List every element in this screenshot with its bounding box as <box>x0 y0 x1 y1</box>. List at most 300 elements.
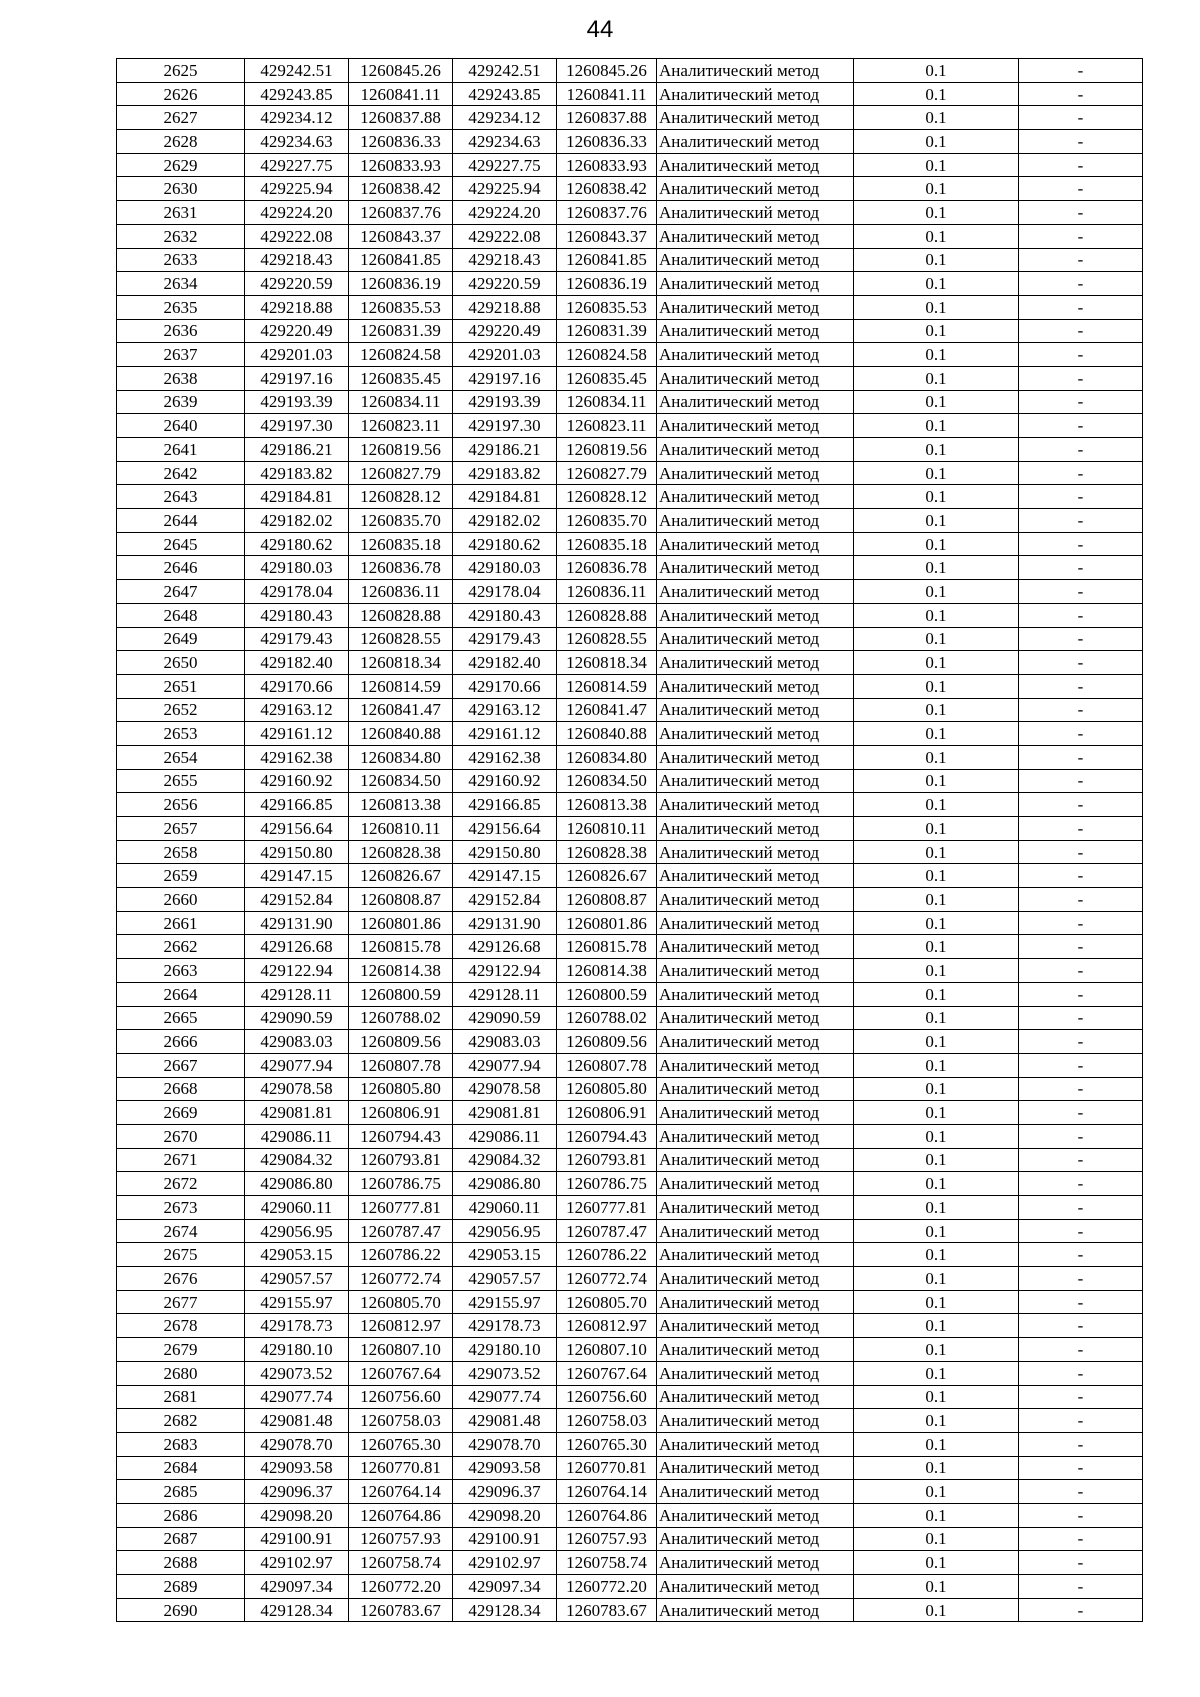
x-coordinate-cell: 429096.37 <box>453 1480 557 1504</box>
x-coordinate-cell: 429220.49 <box>245 319 349 343</box>
accuracy-cell: 0.1 <box>854 1456 1019 1480</box>
y-coordinate-cell: 1260819.56 <box>557 438 657 462</box>
table-row <box>117 295 1143 319</box>
point-number-cell: 2672 <box>117 1172 245 1196</box>
y-coordinate-cell: 1260845.26 <box>349 59 453 83</box>
accuracy-cell: 0.1 <box>854 1101 1019 1125</box>
description-cell: - <box>1019 627 1143 651</box>
y-coordinate-cell: 1260841.11 <box>349 82 453 106</box>
table-row <box>117 1598 1143 1622</box>
x-coordinate-cell: 429220.49 <box>453 319 557 343</box>
y-coordinate-cell: 1260814.59 <box>557 674 657 698</box>
point-number-cell: 2628 <box>117 130 245 154</box>
table-row <box>117 461 1143 485</box>
description-cell: - <box>1019 603 1143 627</box>
x-coordinate-cell: 429180.43 <box>453 603 557 627</box>
y-coordinate-cell: 1260772.20 <box>349 1575 453 1599</box>
y-coordinate-cell: 1260756.60 <box>349 1385 453 1409</box>
point-number-cell: 2689 <box>117 1575 245 1599</box>
description-cell: - <box>1019 485 1143 509</box>
x-coordinate-cell: 429182.40 <box>453 651 557 675</box>
accuracy-cell: 0.1 <box>854 295 1019 319</box>
y-coordinate-cell: 1260812.97 <box>557 1314 657 1338</box>
method-cell: Аналитический метод <box>657 1503 854 1527</box>
method-cell: Аналитический метод <box>657 745 854 769</box>
x-coordinate-cell: 429160.92 <box>245 769 349 793</box>
x-coordinate-cell: 429180.03 <box>453 556 557 580</box>
y-coordinate-cell: 1260812.97 <box>349 1314 453 1338</box>
accuracy-cell: 0.1 <box>854 840 1019 864</box>
y-coordinate-cell: 1260777.81 <box>557 1196 657 1220</box>
accuracy-cell: 0.1 <box>854 1267 1019 1291</box>
description-cell: - <box>1019 1527 1143 1551</box>
method-cell: Аналитический метод <box>657 1361 854 1385</box>
y-coordinate-cell: 1260837.76 <box>557 201 657 225</box>
point-number-cell: 2650 <box>117 651 245 675</box>
description-cell: - <box>1019 1006 1143 1030</box>
point-number-cell: 2674 <box>117 1219 245 1243</box>
y-coordinate-cell: 1260827.79 <box>557 461 657 485</box>
accuracy-cell: 0.1 <box>854 1077 1019 1101</box>
point-number-cell: 2638 <box>117 366 245 390</box>
y-coordinate-cell: 1260836.33 <box>557 130 657 154</box>
accuracy-cell: 0.1 <box>854 769 1019 793</box>
x-coordinate-cell: 429150.80 <box>453 840 557 864</box>
method-cell: Аналитический метод <box>657 1314 854 1338</box>
description-cell: - <box>1019 911 1143 935</box>
description-cell: - <box>1019 840 1143 864</box>
description-cell: - <box>1019 1456 1143 1480</box>
point-number-cell: 2637 <box>117 343 245 367</box>
y-coordinate-cell: 1260808.87 <box>349 888 453 912</box>
method-cell: Аналитический метод <box>657 627 854 651</box>
x-coordinate-cell: 429122.94 <box>453 959 557 983</box>
accuracy-cell: 0.1 <box>854 674 1019 698</box>
point-number-cell: 2625 <box>117 59 245 83</box>
x-coordinate-cell: 429056.95 <box>245 1219 349 1243</box>
x-coordinate-cell: 429222.08 <box>245 224 349 248</box>
y-coordinate-cell: 1260810.11 <box>557 817 657 841</box>
method-cell: Аналитический метод <box>657 106 854 130</box>
accuracy-cell: 0.1 <box>854 817 1019 841</box>
accuracy-cell: 0.1 <box>854 1361 1019 1385</box>
x-coordinate-cell: 429078.58 <box>245 1077 349 1101</box>
y-coordinate-cell: 1260838.42 <box>349 177 453 201</box>
method-cell: Аналитический метод <box>657 1030 854 1054</box>
x-coordinate-cell: 429053.15 <box>453 1243 557 1267</box>
description-cell: - <box>1019 295 1143 319</box>
point-number-cell: 2634 <box>117 272 245 296</box>
y-coordinate-cell: 1260834.11 <box>557 390 657 414</box>
x-coordinate-cell: 429178.04 <box>245 580 349 604</box>
y-coordinate-cell: 1260826.67 <box>557 864 657 888</box>
y-coordinate-cell: 1260833.93 <box>349 153 453 177</box>
table-row <box>117 1148 1143 1172</box>
x-coordinate-cell: 429170.66 <box>453 674 557 698</box>
x-coordinate-cell: 429155.97 <box>245 1290 349 1314</box>
method-cell: Аналитический метод <box>657 343 854 367</box>
x-coordinate-cell: 429078.70 <box>453 1432 557 1456</box>
description-cell: - <box>1019 366 1143 390</box>
point-number-cell: 2676 <box>117 1267 245 1291</box>
point-number-cell: 2677 <box>117 1290 245 1314</box>
accuracy-cell: 0.1 <box>854 106 1019 130</box>
y-coordinate-cell: 1260835.45 <box>349 366 453 390</box>
table-row <box>117 1575 1143 1599</box>
point-number-cell: 2684 <box>117 1456 245 1480</box>
x-coordinate-cell: 429186.21 <box>245 438 349 462</box>
y-coordinate-cell: 1260841.47 <box>349 698 453 722</box>
method-cell: Аналитический метод <box>657 248 854 272</box>
x-coordinate-cell: 429100.91 <box>453 1527 557 1551</box>
accuracy-cell: 0.1 <box>854 1219 1019 1243</box>
accuracy-cell: 0.1 <box>854 1527 1019 1551</box>
method-cell: Аналитический метод <box>657 1432 854 1456</box>
method-cell: Аналитический метод <box>657 295 854 319</box>
y-coordinate-cell: 1260824.58 <box>349 343 453 367</box>
y-coordinate-cell: 1260788.02 <box>349 1006 453 1030</box>
method-cell: Аналитический метод <box>657 674 854 698</box>
x-coordinate-cell: 429224.20 <box>245 201 349 225</box>
table-row <box>117 532 1143 556</box>
table-row <box>117 1338 1143 1362</box>
x-coordinate-cell: 429184.81 <box>245 485 349 509</box>
y-coordinate-cell: 1260838.42 <box>557 177 657 201</box>
x-coordinate-cell: 429182.02 <box>245 509 349 533</box>
y-coordinate-cell: 1260808.87 <box>557 888 657 912</box>
y-coordinate-cell: 1260840.88 <box>557 722 657 746</box>
table-row <box>117 130 1143 154</box>
accuracy-cell: 0.1 <box>854 1006 1019 1030</box>
point-number-cell: 2636 <box>117 319 245 343</box>
x-coordinate-cell: 429161.12 <box>245 722 349 746</box>
accuracy-cell: 0.1 <box>854 1385 1019 1409</box>
description-cell: - <box>1019 1290 1143 1314</box>
x-coordinate-cell: 429147.15 <box>453 864 557 888</box>
page-number: 44 <box>586 16 614 43</box>
method-cell: Аналитический метод <box>657 224 854 248</box>
description-cell: - <box>1019 1148 1143 1172</box>
description-cell: - <box>1019 864 1143 888</box>
description-cell: - <box>1019 106 1143 130</box>
point-number-cell: 2687 <box>117 1527 245 1551</box>
y-coordinate-cell: 1260835.70 <box>557 509 657 533</box>
method-cell: Аналитический метод <box>657 509 854 533</box>
point-number-cell: 2665 <box>117 1006 245 1030</box>
y-coordinate-cell: 1260758.74 <box>557 1551 657 1575</box>
x-coordinate-cell: 429126.68 <box>453 935 557 959</box>
accuracy-cell: 0.1 <box>854 935 1019 959</box>
y-coordinate-cell: 1260757.93 <box>349 1527 453 1551</box>
table-row <box>117 82 1143 106</box>
x-coordinate-cell: 429220.59 <box>453 272 557 296</box>
x-coordinate-cell: 429193.39 <box>245 390 349 414</box>
point-number-cell: 2635 <box>117 295 245 319</box>
description-cell: - <box>1019 556 1143 580</box>
point-number-cell: 2655 <box>117 769 245 793</box>
y-coordinate-cell: 1260800.59 <box>557 982 657 1006</box>
table-row <box>117 343 1143 367</box>
x-coordinate-cell: 429150.80 <box>245 840 349 864</box>
y-coordinate-cell: 1260835.53 <box>349 295 453 319</box>
point-number-cell: 2658 <box>117 840 245 864</box>
method-cell: Аналитический метод <box>657 864 854 888</box>
description-cell: - <box>1019 390 1143 414</box>
table-row <box>117 153 1143 177</box>
accuracy-cell: 0.1 <box>854 532 1019 556</box>
y-coordinate-cell: 1260764.86 <box>349 1503 453 1527</box>
y-coordinate-cell: 1260772.74 <box>557 1267 657 1291</box>
point-number-cell: 2642 <box>117 461 245 485</box>
x-coordinate-cell: 429166.85 <box>453 793 557 817</box>
y-coordinate-cell: 1260806.91 <box>349 1101 453 1125</box>
point-number-cell: 2660 <box>117 888 245 912</box>
description-cell: - <box>1019 438 1143 462</box>
x-coordinate-cell: 429102.97 <box>245 1551 349 1575</box>
method-cell: Аналитический метод <box>657 1006 854 1030</box>
y-coordinate-cell: 1260787.47 <box>557 1219 657 1243</box>
accuracy-cell: 0.1 <box>854 1575 1019 1599</box>
method-cell: Аналитический метод <box>657 177 854 201</box>
x-coordinate-cell: 429227.75 <box>245 153 349 177</box>
point-number-cell: 2654 <box>117 745 245 769</box>
x-coordinate-cell: 429060.11 <box>453 1196 557 1220</box>
accuracy-cell: 0.1 <box>854 1432 1019 1456</box>
table-row <box>117 722 1143 746</box>
table-row <box>117 177 1143 201</box>
x-coordinate-cell: 429128.34 <box>245 1598 349 1622</box>
x-coordinate-cell: 429147.15 <box>245 864 349 888</box>
description-cell: - <box>1019 1361 1143 1385</box>
method-cell: Аналитический метод <box>657 1338 854 1362</box>
x-coordinate-cell: 429077.94 <box>245 1053 349 1077</box>
y-coordinate-cell: 1260810.11 <box>349 817 453 841</box>
point-number-cell: 2656 <box>117 793 245 817</box>
y-coordinate-cell: 1260823.11 <box>349 414 453 438</box>
x-coordinate-cell: 429081.81 <box>245 1101 349 1125</box>
point-number-cell: 2657 <box>117 817 245 841</box>
method-cell: Аналитический метод <box>657 1124 854 1148</box>
point-number-cell: 2659 <box>117 864 245 888</box>
point-number-cell: 2661 <box>117 911 245 935</box>
method-cell: Аналитический метод <box>657 59 854 83</box>
y-coordinate-cell: 1260841.85 <box>557 248 657 272</box>
x-coordinate-cell: 429234.63 <box>453 130 557 154</box>
table-row <box>117 1219 1143 1243</box>
y-coordinate-cell: 1260836.19 <box>349 272 453 296</box>
description-cell: - <box>1019 1267 1143 1291</box>
x-coordinate-cell: 429097.34 <box>245 1575 349 1599</box>
accuracy-cell: 0.1 <box>854 414 1019 438</box>
table-row <box>117 59 1143 83</box>
x-coordinate-cell: 429243.85 <box>245 82 349 106</box>
table-row <box>117 1030 1143 1054</box>
x-coordinate-cell: 429224.20 <box>453 201 557 225</box>
description-cell: - <box>1019 272 1143 296</box>
description-cell: - <box>1019 1503 1143 1527</box>
table-row <box>117 556 1143 580</box>
x-coordinate-cell: 429225.94 <box>245 177 349 201</box>
x-coordinate-cell: 429179.43 <box>245 627 349 651</box>
point-number-cell: 2678 <box>117 1314 245 1338</box>
y-coordinate-cell: 1260805.80 <box>557 1077 657 1101</box>
table-row <box>117 485 1143 509</box>
y-coordinate-cell: 1260836.19 <box>557 272 657 296</box>
accuracy-cell: 0.1 <box>854 224 1019 248</box>
table-row <box>117 627 1143 651</box>
x-coordinate-cell: 429163.12 <box>245 698 349 722</box>
y-coordinate-cell: 1260818.34 <box>557 651 657 675</box>
description-cell: - <box>1019 319 1143 343</box>
y-coordinate-cell: 1260828.38 <box>557 840 657 864</box>
y-coordinate-cell: 1260786.22 <box>349 1243 453 1267</box>
x-coordinate-cell: 429077.74 <box>453 1385 557 1409</box>
method-cell: Аналитический метод <box>657 1243 854 1267</box>
y-coordinate-cell: 1260814.38 <box>557 959 657 983</box>
y-coordinate-cell: 1260836.11 <box>349 580 453 604</box>
y-coordinate-cell: 1260805.70 <box>557 1290 657 1314</box>
point-number-cell: 2688 <box>117 1551 245 1575</box>
accuracy-cell: 0.1 <box>854 1148 1019 1172</box>
y-coordinate-cell: 1260836.78 <box>349 556 453 580</box>
x-coordinate-cell: 429081.48 <box>453 1409 557 1433</box>
table-row <box>117 1267 1143 1291</box>
description-cell: - <box>1019 509 1143 533</box>
accuracy-cell: 0.1 <box>854 1314 1019 1338</box>
method-cell: Аналитический метод <box>657 935 854 959</box>
x-coordinate-cell: 429086.11 <box>453 1124 557 1148</box>
x-coordinate-cell: 429053.15 <box>245 1243 349 1267</box>
y-coordinate-cell: 1260837.76 <box>349 201 453 225</box>
x-coordinate-cell: 429166.85 <box>245 793 349 817</box>
method-cell: Аналитический метод <box>657 793 854 817</box>
point-number-cell: 2675 <box>117 1243 245 1267</box>
description-cell: - <box>1019 1196 1143 1220</box>
y-coordinate-cell: 1260765.30 <box>557 1432 657 1456</box>
method-cell: Аналитический метод <box>657 319 854 343</box>
y-coordinate-cell: 1260767.64 <box>557 1361 657 1385</box>
description-cell: - <box>1019 580 1143 604</box>
x-coordinate-cell: 429218.43 <box>245 248 349 272</box>
y-coordinate-cell: 1260783.67 <box>557 1598 657 1622</box>
point-number-cell: 2683 <box>117 1432 245 1456</box>
table-row <box>117 982 1143 1006</box>
y-coordinate-cell: 1260770.81 <box>349 1456 453 1480</box>
y-coordinate-cell: 1260787.47 <box>349 1219 453 1243</box>
method-cell: Аналитический метод <box>657 722 854 746</box>
table-row <box>117 1172 1143 1196</box>
description-cell: - <box>1019 745 1143 769</box>
x-coordinate-cell: 429197.30 <box>245 414 349 438</box>
y-coordinate-cell: 1260834.50 <box>349 769 453 793</box>
accuracy-cell: 0.1 <box>854 911 1019 935</box>
method-cell: Аналитический метод <box>657 1196 854 1220</box>
x-coordinate-cell: 429179.43 <box>453 627 557 651</box>
x-coordinate-cell: 429056.95 <box>453 1219 557 1243</box>
y-coordinate-cell: 1260786.75 <box>557 1172 657 1196</box>
description-cell: - <box>1019 201 1143 225</box>
x-coordinate-cell: 429180.10 <box>453 1338 557 1362</box>
y-coordinate-cell: 1260758.03 <box>349 1409 453 1433</box>
point-number-cell: 2631 <box>117 201 245 225</box>
accuracy-cell: 0.1 <box>854 1243 1019 1267</box>
y-coordinate-cell: 1260764.86 <box>557 1503 657 1527</box>
point-number-cell: 2644 <box>117 509 245 533</box>
y-coordinate-cell: 1260765.30 <box>349 1432 453 1456</box>
accuracy-cell: 0.1 <box>854 745 1019 769</box>
description-cell: - <box>1019 793 1143 817</box>
accuracy-cell: 0.1 <box>854 1030 1019 1054</box>
x-coordinate-cell: 429093.58 <box>245 1456 349 1480</box>
x-coordinate-cell: 429122.94 <box>245 959 349 983</box>
y-coordinate-cell: 1260794.43 <box>349 1124 453 1148</box>
y-coordinate-cell: 1260813.38 <box>557 793 657 817</box>
x-coordinate-cell: 429090.59 <box>245 1006 349 1030</box>
point-number-cell: 2670 <box>117 1124 245 1148</box>
x-coordinate-cell: 429086.80 <box>245 1172 349 1196</box>
x-coordinate-cell: 429243.85 <box>453 82 557 106</box>
x-coordinate-cell: 429180.43 <box>245 603 349 627</box>
y-coordinate-cell: 1260758.03 <box>557 1409 657 1433</box>
y-coordinate-cell: 1260835.18 <box>349 532 453 556</box>
x-coordinate-cell: 429086.80 <box>453 1172 557 1196</box>
method-cell: Аналитический метод <box>657 390 854 414</box>
y-coordinate-cell: 1260843.37 <box>349 224 453 248</box>
x-coordinate-cell: 429078.70 <box>245 1432 349 1456</box>
method-cell: Аналитический метод <box>657 982 854 1006</box>
accuracy-cell: 0.1 <box>854 438 1019 462</box>
x-coordinate-cell: 429081.48 <box>245 1409 349 1433</box>
y-coordinate-cell: 1260786.22 <box>557 1243 657 1267</box>
y-coordinate-cell: 1260777.81 <box>349 1196 453 1220</box>
accuracy-cell: 0.1 <box>854 888 1019 912</box>
method-cell: Аналитический метод <box>657 130 854 154</box>
accuracy-cell: 0.1 <box>854 1124 1019 1148</box>
y-coordinate-cell: 1260809.56 <box>349 1030 453 1054</box>
x-coordinate-cell: 429227.75 <box>453 153 557 177</box>
accuracy-cell: 0.1 <box>854 722 1019 746</box>
y-coordinate-cell: 1260837.88 <box>349 106 453 130</box>
accuracy-cell: 0.1 <box>854 319 1019 343</box>
y-coordinate-cell: 1260828.88 <box>349 603 453 627</box>
table-row <box>117 888 1143 912</box>
accuracy-cell: 0.1 <box>854 698 1019 722</box>
y-coordinate-cell: 1260764.14 <box>349 1480 453 1504</box>
x-coordinate-cell: 429128.34 <box>453 1598 557 1622</box>
x-coordinate-cell: 429084.32 <box>245 1148 349 1172</box>
point-number-cell: 2663 <box>117 959 245 983</box>
table-row <box>117 793 1143 817</box>
y-coordinate-cell: 1260826.67 <box>349 864 453 888</box>
description-cell: - <box>1019 248 1143 272</box>
x-coordinate-cell: 429163.12 <box>453 698 557 722</box>
x-coordinate-cell: 429078.58 <box>453 1077 557 1101</box>
x-coordinate-cell: 429218.88 <box>245 295 349 319</box>
accuracy-cell: 0.1 <box>854 1172 1019 1196</box>
y-coordinate-cell: 1260814.59 <box>349 674 453 698</box>
point-number-cell: 2690 <box>117 1598 245 1622</box>
description-cell: - <box>1019 1219 1143 1243</box>
accuracy-cell: 0.1 <box>854 130 1019 154</box>
point-number-cell: 2640 <box>117 414 245 438</box>
point-number-cell: 2668 <box>117 1077 245 1101</box>
point-number-cell: 2648 <box>117 603 245 627</box>
table-row <box>117 935 1143 959</box>
description-cell: - <box>1019 1077 1143 1101</box>
method-cell: Аналитический метод <box>657 603 854 627</box>
accuracy-cell: 0.1 <box>854 201 1019 225</box>
y-coordinate-cell: 1260841.11 <box>557 82 657 106</box>
